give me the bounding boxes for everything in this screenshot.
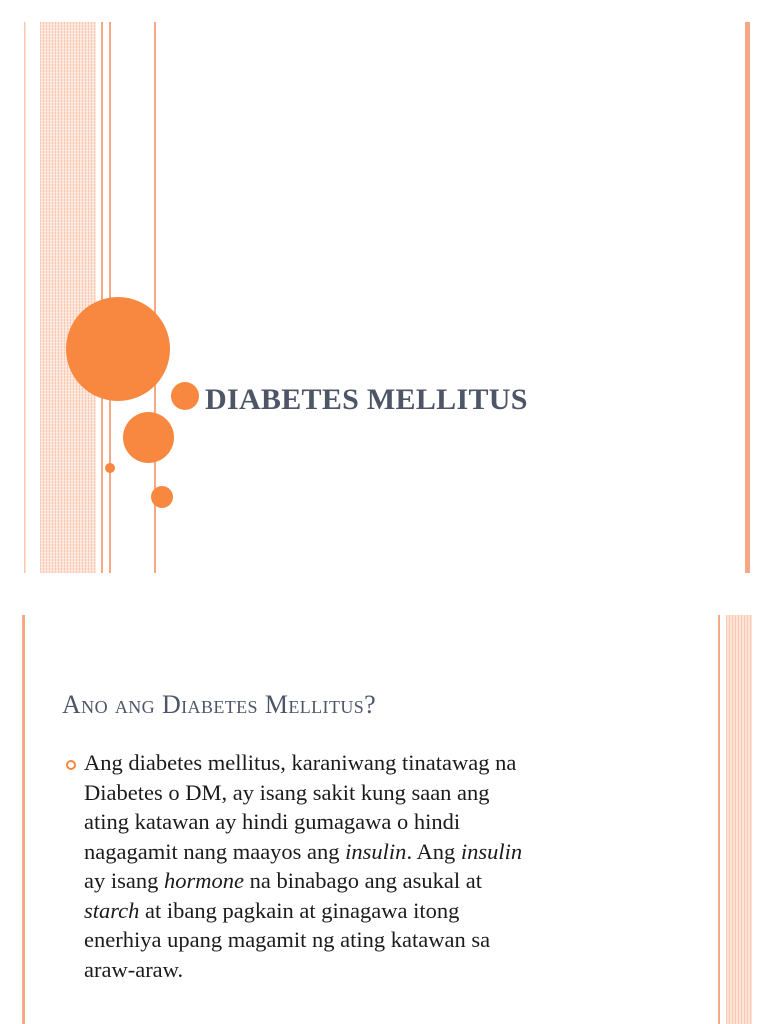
slide-separator bbox=[0, 573, 768, 615]
decorative-stripe bbox=[24, 22, 26, 573]
decorative-stripe-texture bbox=[40, 22, 96, 573]
body-text: . Ang bbox=[406, 838, 461, 864]
body-line bbox=[84, 896, 684, 926]
italic-term: hormone bbox=[163, 868, 244, 893]
italic-term: insulin bbox=[460, 838, 523, 864]
body-text: ay isang bbox=[84, 868, 164, 893]
body-line: enerhiya upang magamit ng ating katawan sa bbox=[84, 927, 491, 952]
body-line: Ang diabetes mellitus, karaniwang tinatawag na bbox=[84, 750, 517, 775]
tiny-circle-decoration bbox=[105, 463, 115, 473]
section-heading: Ano ang Diabetes Mellitus? bbox=[62, 690, 377, 719]
decorative-line-right bbox=[745, 22, 750, 573]
decorative-line-left bbox=[22, 615, 25, 1024]
body-line bbox=[84, 837, 684, 867]
body-line bbox=[84, 866, 684, 896]
italic-term: insulin bbox=[345, 838, 407, 864]
large-circle-decoration bbox=[66, 297, 170, 401]
medium-circle-decoration bbox=[123, 412, 174, 463]
hollow-circle-bullet-icon bbox=[66, 760, 76, 770]
body-line: araw-araw. bbox=[84, 956, 184, 982]
slide-title: DIABETES MELLITUS bbox=[205, 383, 528, 416]
body-line: Diabetes o DM, ay isang sakit kung saan ang bbox=[84, 779, 490, 805]
italic-term: starch bbox=[84, 897, 140, 923]
body-text: nagagamit nang maayos ang bbox=[84, 838, 346, 864]
decorative-stripe-band-right bbox=[726, 615, 752, 1024]
body-line: ating katawan ay hindi gumagawa o hindi bbox=[84, 809, 461, 834]
body-text: na binabago ang asukal at bbox=[243, 868, 483, 893]
small-circle-decoration bbox=[171, 382, 199, 410]
body-paragraph bbox=[84, 748, 684, 984]
body-text: at ibang pagkain at ginagawa itong bbox=[139, 897, 460, 923]
small-circle-decoration bbox=[151, 486, 173, 508]
decorative-line bbox=[718, 615, 720, 1024]
decorative-line bbox=[101, 22, 103, 573]
